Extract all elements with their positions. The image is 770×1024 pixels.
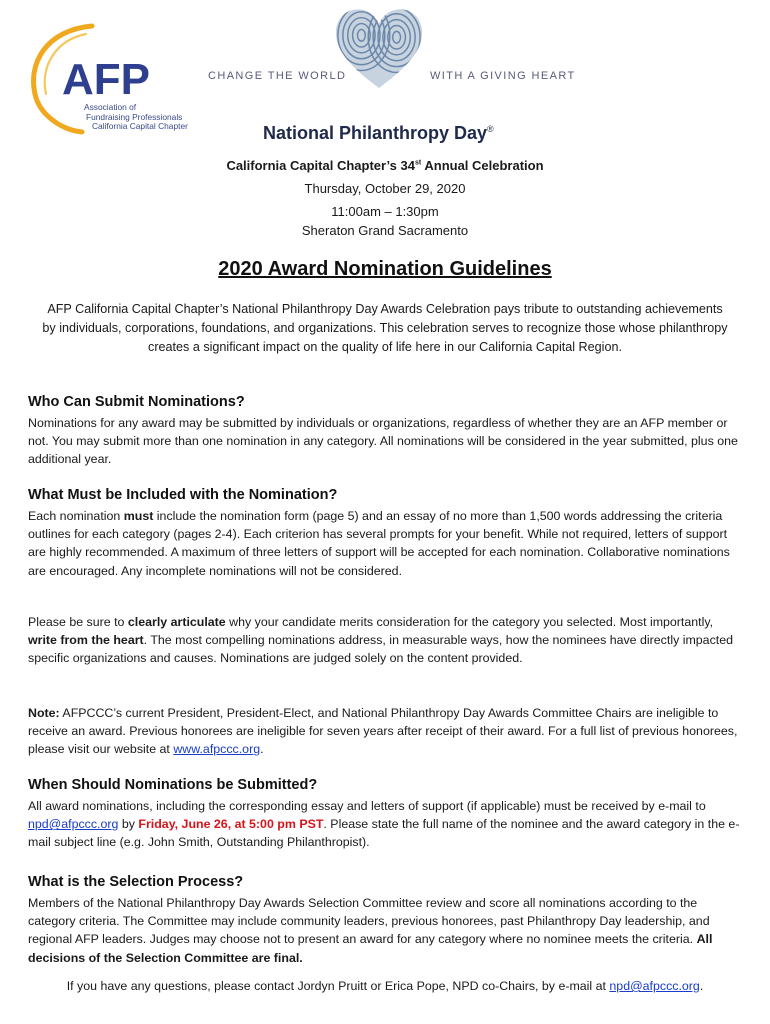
deadline-text: Friday, June 26, at 5:00 pm PST xyxy=(138,817,324,832)
logo-subtitle: Association of Fundraising Professionals California Capital Chapter xyxy=(84,102,188,131)
intro-paragraph: AFP California Capital Chapter’s National Philanthropy Day Awards Celebration pays tribute to outstanding achievements by individuals, corporations, foundations, and organizations. This celebration serves to recognize those whose philanthropy creates a significant impact on the quality of life here in our California Capital Region. xyxy=(42,302,728,354)
logo-big-text: AFP xyxy=(62,55,150,104)
event-date: Thursday, October 29, 2020 xyxy=(304,181,466,196)
tagline-right: WITH A GIVING HEART xyxy=(430,70,576,82)
what-paragraph-1: Each nomination must include the nomination form (page 5) and an essay of no more than 1,500 words addressing the criteria outlines for each category (pages 2-4). Each criterion has several prompts for your benefit. While not required, letters of support are highly recommended. A maximum of three letters of support will be accepted for each nomination. Collaborative nominations are encouraged. Any incomplete nominations will not be considered. xyxy=(28,509,730,578)
event-time: 11:00am – 1:30pm xyxy=(331,204,439,219)
event-chapter-line: California Capital Chapter’s 34st Annual Celebration xyxy=(226,158,544,173)
tagline-left: CHANGE THE WORLD xyxy=(208,70,347,82)
when-paragraph: All award nominations, including the corresponding essay and letters of support (if applicable) must be received by e-mail to npd@afpccc.org by Friday, June 26, at 5:00 pm PST. Please state the full name of the nominee and the award category in the e-mail subject line (e.g. John Smith, Outstanding Philanthropist). xyxy=(28,799,740,850)
footer-contact: If you have any questions, please contact Jordyn Pruitt or Erica Pope, NPD co-Chairs, by e-mail at npd@afpccc.org. xyxy=(66,979,704,993)
heading-selection: What is the Selection Process? xyxy=(28,874,244,890)
footer-email-link[interactable]: npd@afpccc.org xyxy=(609,979,700,993)
heading-what: What Must be Included with the Nomination? xyxy=(28,487,338,503)
note-paragraph: Note: AFPCCC’s current President, President-Elect, and National Philanthropy Day Awards Committee Chairs are ineligible to receive an award. Previous honorees are ineligible for seven years after receipt of their award. For a full list of previous honorees, please visit our website at www.afpccc.org. xyxy=(28,706,738,757)
npd-title: National Philanthropy Day® xyxy=(263,123,494,143)
selection-paragraph: Members of the National Philanthropy Day Awards Selection Committee review and score all nominations according to the category criteria. The Committee may include community leaders, previous honorees, past Philanthropy Day leadership, and regional AFP leaders. Judges may choose not to present an award for any category where no nominee meets the criteria. All decisions of the Selection Committee are final. xyxy=(28,896,713,965)
document-title: 2020 Award Nomination Guidelines xyxy=(218,258,552,280)
npd-email-link[interactable]: npd@afpccc.org xyxy=(28,817,119,832)
website-link[interactable]: www.afpccc.org xyxy=(173,742,261,757)
heading-who: Who Can Submit Nominations? xyxy=(28,394,245,410)
event-venue: Sheraton Grand Sacramento xyxy=(301,223,469,238)
fingerprint-heart-icon xyxy=(330,4,428,92)
what-paragraph-2: Please be sure to clearly articulate why your candidate merits consideration for the category you selected. Most importantly, write from the heart. The most compelling nominations address, in measurable ways, how the nominees have directly impacted specific organizations and causes. Nominations are judged solely on the content provided. xyxy=(28,615,733,666)
who-paragraph: Nominations for any award may be submitted by individuals or organizations, regardless of whether they are an AFP member or not. You may submit more than one nomination in any category. All nominations will be considered in the year submitted, plus one additional year. xyxy=(28,416,738,467)
heading-when: When Should Nominations be Submitted? xyxy=(28,777,318,793)
